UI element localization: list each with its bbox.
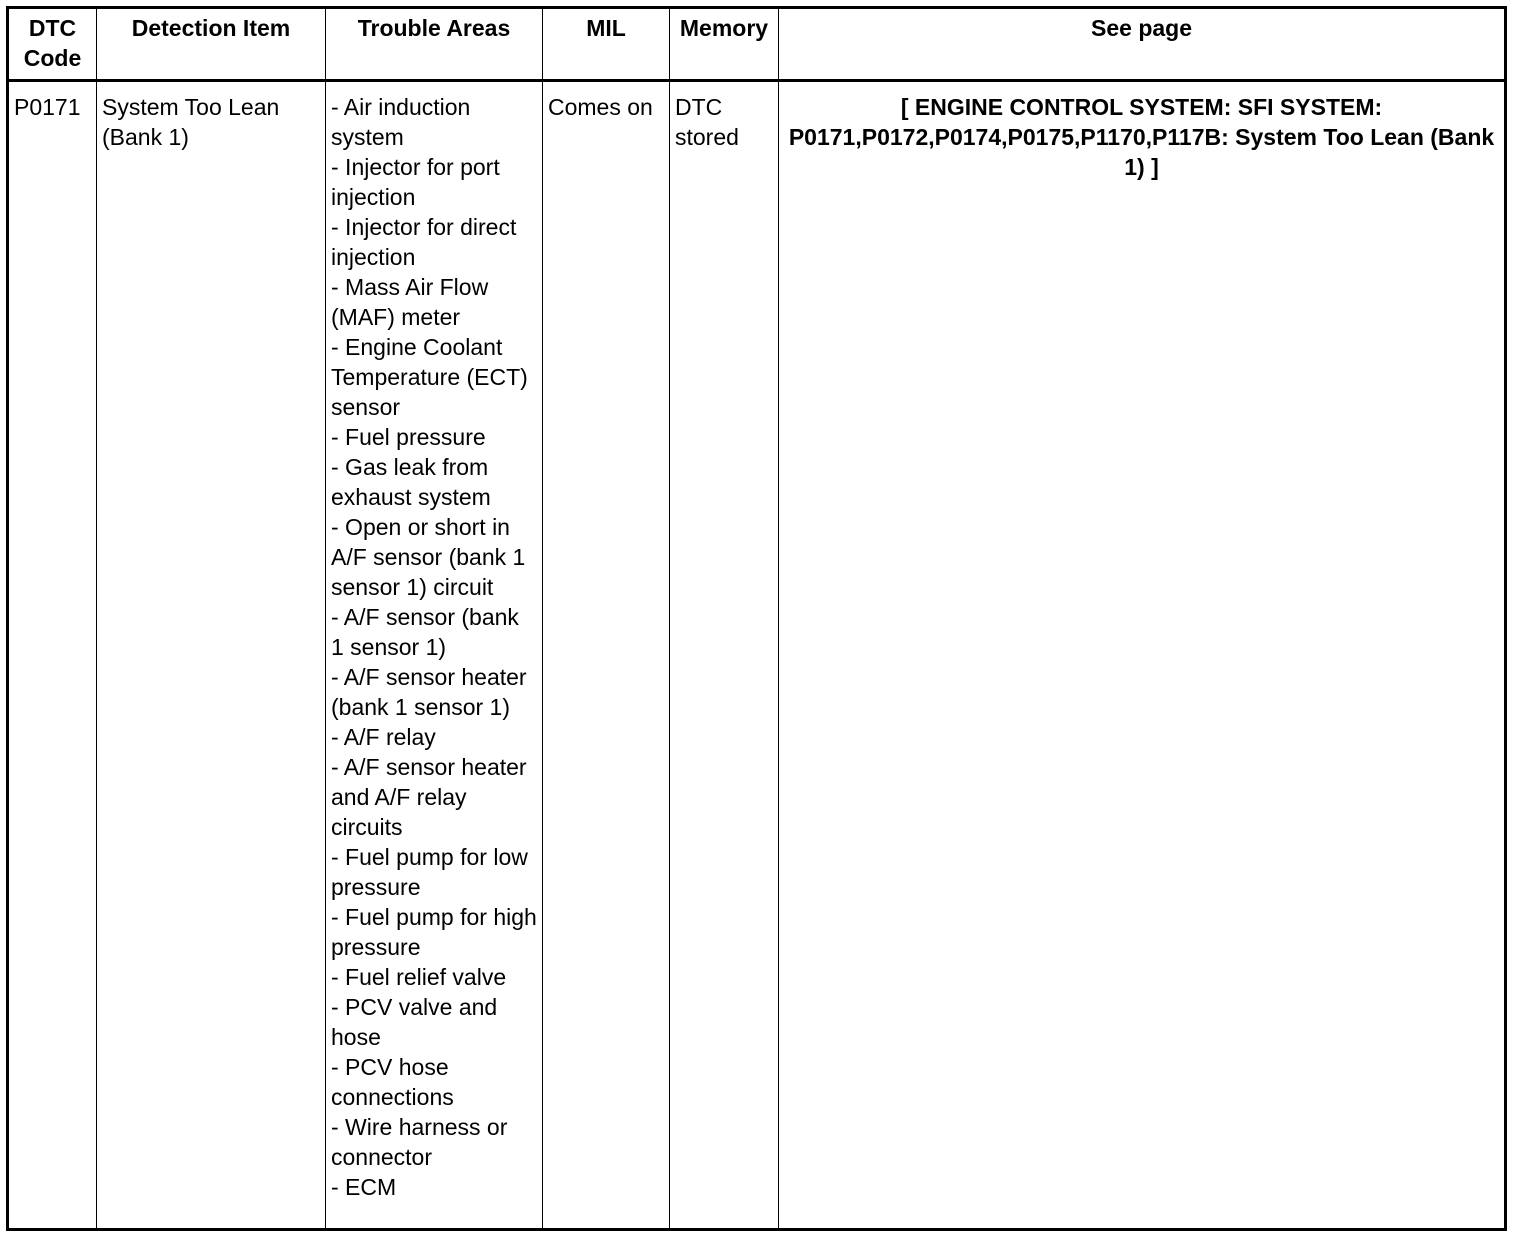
header-row: [8, 8, 1506, 81]
trouble-area-item: - ECM: [331, 1174, 397, 1200]
header-dtc-code: DTC Code: [8, 8, 97, 81]
trouble-area-item: - PCV hose connections: [331, 1054, 454, 1110]
trouble-area-item: - A/F sensor heater and A/F relay circuits: [331, 754, 527, 840]
trouble-area-item: - Fuel pump for low pressure: [331, 844, 528, 900]
see-page-link[interactable]: [ ENGINE CONTROL SYSTEM: SFI SYSTEM: P0171,P0172,P0174,P0175,P1170,P117B: System Too Lean (Bank 1) ]: [779, 81, 1506, 1230]
trouble-area-item: - Gas leak from exhaust system: [331, 454, 491, 510]
table-row: [8, 81, 1506, 1230]
trouble-area-item: - A/F sensor (bank 1 sensor 1): [331, 604, 519, 660]
table-header: [8, 8, 1506, 81]
trouble-area-item: - PCV valve and hose: [331, 994, 498, 1050]
cell-detection-item: System Too Lean (Bank 1): [97, 81, 326, 1230]
trouble-area-item: - A/F relay: [331, 724, 436, 750]
trouble-area-item: - Fuel pump for high pressure: [331, 904, 537, 960]
cell-dtc-code: P0171: [8, 81, 97, 1230]
cell-mil: Comes on: [543, 81, 670, 1230]
trouble-area-item: - Fuel relief valve: [331, 964, 507, 990]
trouble-area-item: - Open or short in A/F sensor (bank 1 sensor 1) circuit: [331, 514, 526, 600]
table-body: [8, 81, 1506, 1230]
trouble-area-item: - Fuel pressure: [331, 424, 486, 450]
trouble-area-item: - Injector for port injection: [331, 154, 500, 210]
header-mil: MIL: [543, 8, 670, 81]
header-trouble-areas: Trouble Areas: [326, 8, 543, 81]
header-see-page: See page: [779, 8, 1506, 81]
trouble-area-item: - Injector for direct injection: [331, 214, 517, 270]
header-detection-item: Detection Item: [97, 8, 326, 81]
trouble-areas-list: [331, 92, 537, 1202]
trouble-area-item: - A/F sensor heater (bank 1 sensor 1): [331, 664, 527, 720]
trouble-area-item: - Mass Air Flow (MAF) meter: [331, 274, 489, 330]
trouble-area-item: - Engine Coolant Temperature (ECT) sensor: [331, 334, 528, 420]
dtc-table: [6, 6, 1507, 1231]
trouble-area-item: - Air induction system: [331, 94, 471, 150]
trouble-area-item: - Wire harness or connector: [331, 1114, 508, 1170]
cell-trouble-areas: [326, 81, 543, 1230]
cell-memory: DTC stored: [670, 81, 779, 1230]
header-memory: Memory: [670, 8, 779, 81]
